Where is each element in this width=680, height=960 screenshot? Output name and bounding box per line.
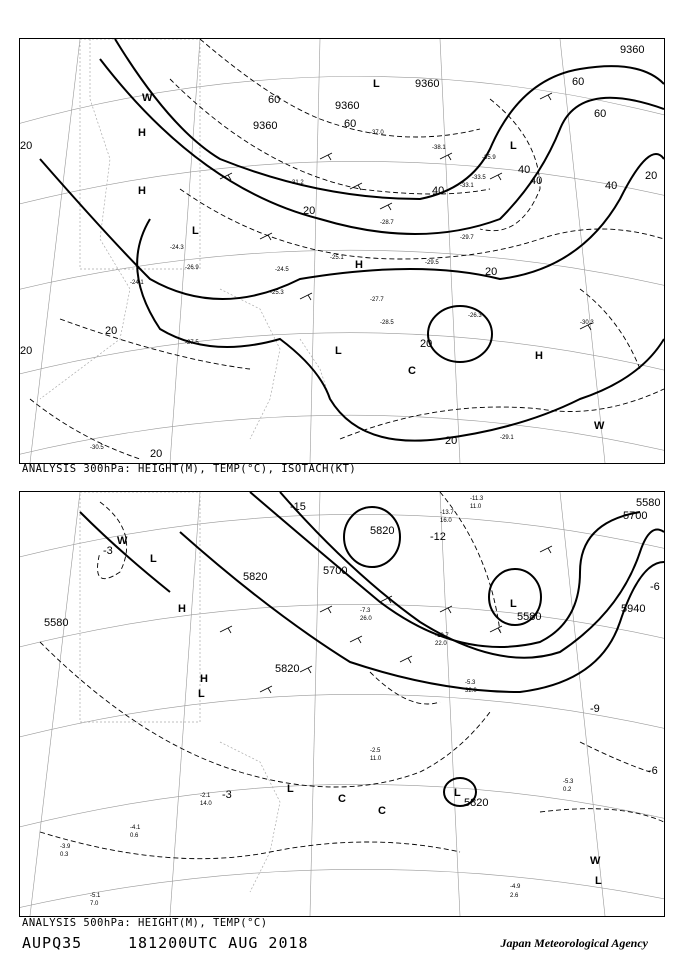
height-label: 5700 [323,565,348,577]
high-marker: H [138,185,146,197]
isotherms [40,492,664,859]
station-dewpoint: 0.2 [563,787,572,793]
height-label: 5820 [370,525,395,537]
station-temp: -5.3 [563,779,574,785]
station-dewpoint: 2.6 [510,893,519,899]
isotach-label: 20 [645,170,658,182]
temperature-labels-300 [90,130,594,451]
low-marker: L [510,598,517,610]
temp-label: -12 [430,531,446,543]
product-code: AUPQ35 [22,934,83,952]
temp-label: -3 [103,545,113,557]
temp-label: -29.1 [500,435,514,441]
caption-500hpa: ANALYSIS 500hPa: HEIGHT(M), TEMP(°C) [22,917,268,929]
temp-label: -30.5 [90,445,104,451]
low-marker: L [373,78,380,90]
isotach-label: 60 [268,94,281,106]
station-temp: -10.7 [435,633,449,639]
station-dewpoint: 14.0 [200,801,212,807]
chart-500hpa [19,491,665,917]
temp-label: -30.3 [580,320,594,326]
temp-label: -9 [590,703,600,715]
temp-label: -6 [648,765,658,777]
station-temp: -4.9 [510,884,521,890]
temp-label: -37.0 [370,130,384,136]
isotach-label: 40 [518,164,531,176]
height-label: 5700 [623,510,648,522]
station-temp: -13.7 [440,510,454,516]
isotach-label: 20 [445,435,458,447]
low-marker: L [287,783,294,795]
station-temp: -5.1 [90,893,101,899]
map-300hpa [20,39,664,463]
station-dewpoint: 32.0 [465,688,477,694]
temp-label: -26.9 [185,265,199,271]
station-temp: -4.1 [130,825,141,831]
valid-time: 181200UTC AUG 2018 [128,934,309,952]
caption-300hpa: ANALYSIS 300hPa: HEIGHT(M), TEMP(°C), ISOTACH(KT) [22,463,357,475]
height-labels-500 [44,497,660,809]
isotach-label: 20 [20,345,33,357]
station-dewpoint: 16.0 [440,518,452,524]
map-500hpa [20,492,664,916]
isotach-label: 20 [420,338,433,350]
temp-label: -27.5 [185,340,199,346]
height-label: 5820 [464,797,489,809]
warm-marker: W [142,92,153,104]
station-dewpoint: 11.0 [470,504,482,510]
temp-label: -15 [290,501,306,513]
temp-label: -29.7 [460,235,474,241]
temp-label: -29.5 [425,260,439,266]
height-label: 5820 [275,663,300,675]
low-marker: L [192,225,199,237]
temp-label: -25.1 [330,255,344,261]
pressure-systems-500 [117,535,602,887]
isotach-label: 60 [594,108,607,120]
low-marker: L [454,787,461,799]
high-marker: H [355,259,363,271]
temp-label: -28.5 [380,320,394,326]
station-temp: -7.3 [360,608,371,614]
temperature-labels-500 [103,501,660,801]
low-marker: L [198,688,205,700]
station-temp: -2.5 [370,748,381,754]
station-temp: -2.1 [200,793,211,799]
high-marker: H [200,673,208,685]
cold-marker: C [338,793,346,805]
height-label: 5820 [243,571,268,583]
height-label: 9360 [620,44,645,56]
high-marker: H [535,350,543,362]
height-label: 5940 [621,603,646,615]
temp-label: -3 [222,789,232,801]
temp-label: -38.1 [432,145,446,151]
station-dewpoint: 26.0 [360,616,372,622]
temp-label: -33.5 [472,175,486,181]
temp-label: -25.3 [270,290,284,296]
warm-marker: W [590,855,601,867]
wind-barbs [220,546,552,693]
station-dewpoint: 0.3 [60,852,69,858]
temp-label: -24.5 [275,267,289,273]
station-dewpoint: 11.0 [370,756,382,762]
warm-marker: W [117,535,128,547]
low-marker: L [150,553,157,565]
cold-marker: C [378,805,386,817]
height-label: 9360 [415,78,440,90]
station-temp: -11.3 [470,496,484,502]
height-labels-300 [253,44,644,132]
warm-marker: W [594,420,605,432]
isotach-label: 60 [572,76,585,88]
height-label: 5580 [517,611,542,623]
low-marker: L [335,345,342,357]
isotach-label: 40 [530,175,543,187]
low-marker: L [595,875,602,887]
temp-label: -24.3 [170,245,184,251]
temp-label: -26.3 [468,313,482,319]
station-temp: -3.9 [60,844,71,850]
station-dewpoint: 22.0 [435,641,447,647]
isotach-label: 20 [105,325,118,337]
temp-label: -33.1 [460,183,474,189]
station-temp: -5.3 [465,680,476,686]
temp-label: -6 [650,581,660,593]
high-marker: H [178,603,186,615]
temp-label: -27.7 [370,297,384,303]
temp-label: -28.7 [380,220,394,226]
height-label: 5580 [636,497,661,509]
isotach-label: 20 [20,140,33,152]
isotach-label: 20 [303,205,316,217]
station-dewpoint: 7.0 [90,901,99,907]
isotach-label: 20 [485,266,498,278]
station-dewpoint: 0.6 [130,833,139,839]
low-marker: L [510,140,517,152]
isotach-label: 40 [605,180,618,192]
height-label: 9360 [253,120,278,132]
height-label: 9360 [335,100,360,112]
isotach-label: 60 [344,118,357,130]
isotach-labels [20,76,657,460]
coastline [40,39,330,439]
height-label: 5580 [44,617,69,629]
temp-label: -31.2 [290,180,304,186]
cold-marker: C [408,365,416,377]
agency-name: Japan Meteorological Agency [500,936,648,950]
high-marker: H [138,127,146,139]
isotach-label: 40 [432,185,445,197]
temp-label: -24.1 [130,280,144,286]
temp-label: -35.9 [482,155,496,161]
isotach-label: 20 [150,448,163,460]
chart-300hpa [19,38,665,464]
